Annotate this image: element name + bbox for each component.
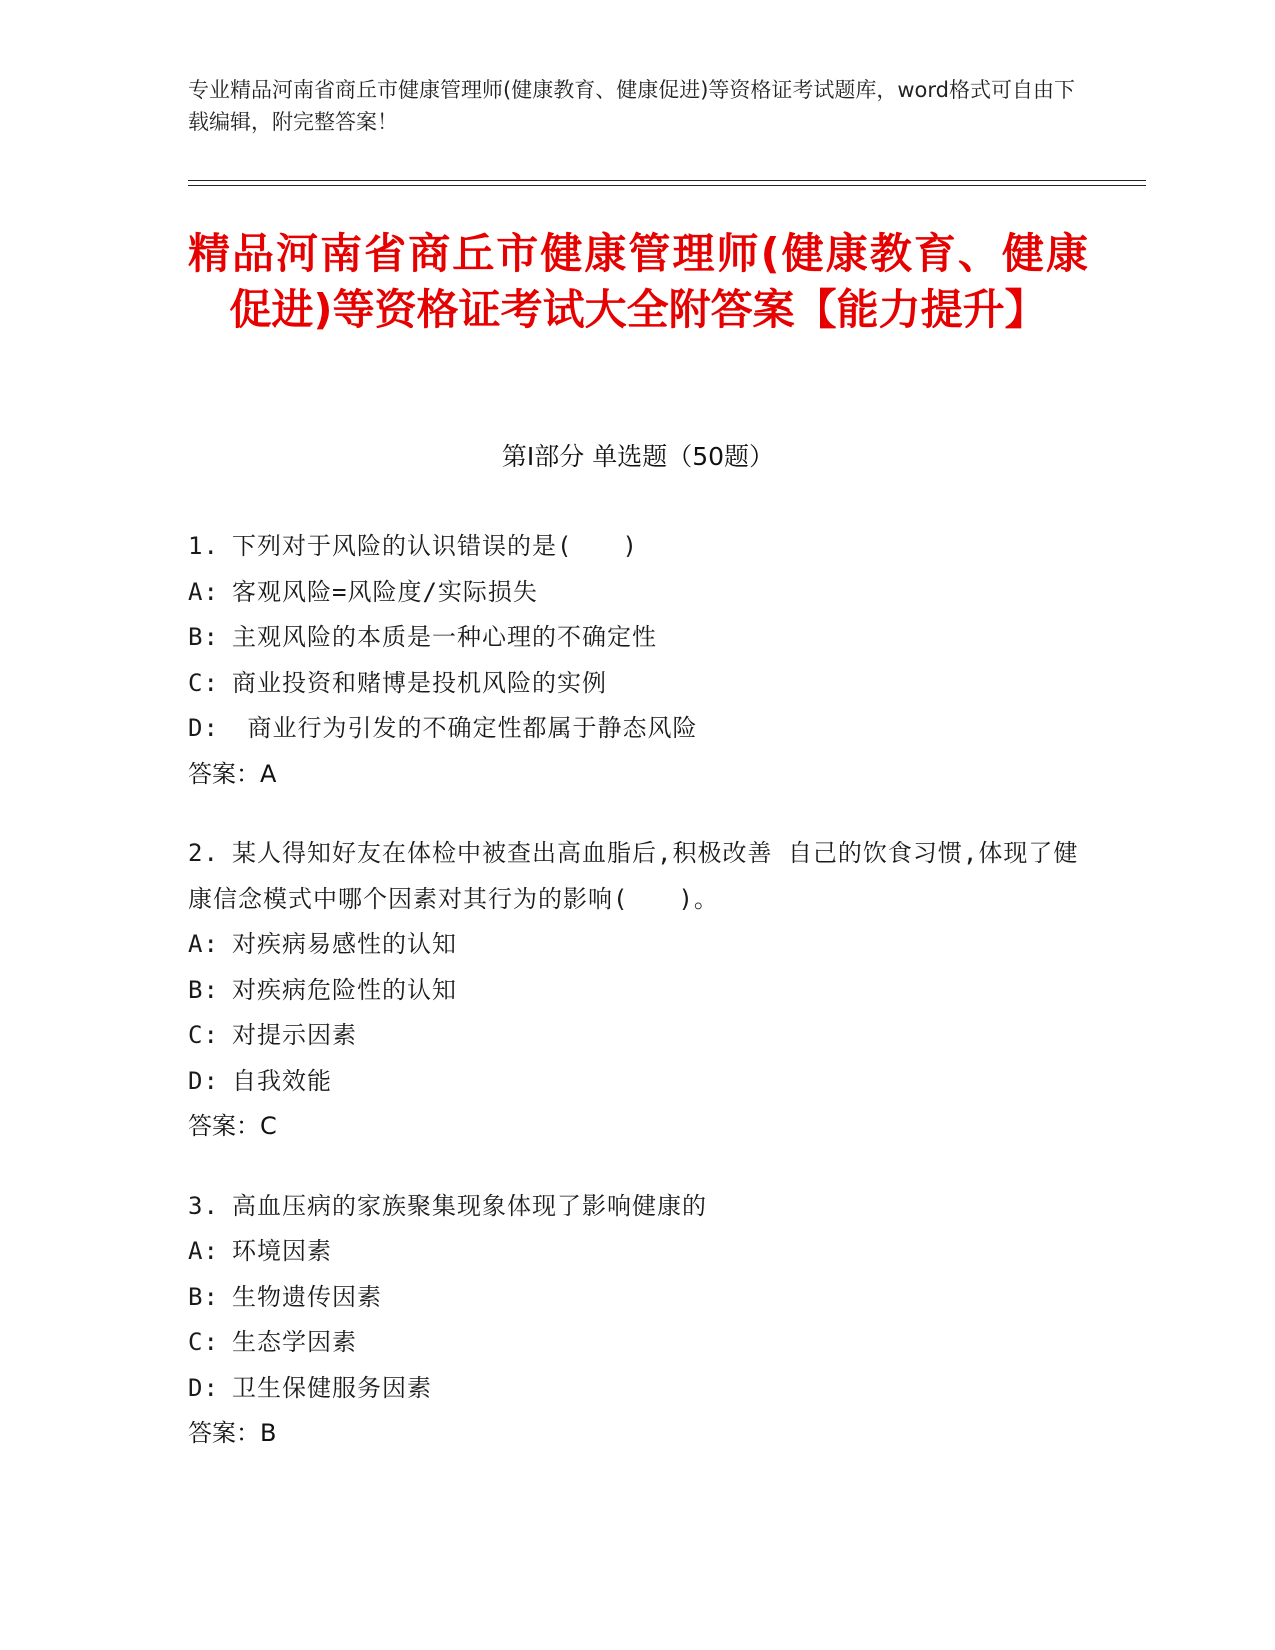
option-text: 环境因素	[232, 1237, 332, 1265]
question-number: 2.	[188, 839, 219, 867]
answer-value: A	[260, 759, 277, 788]
question-text: 高血压病的家族聚集现象体现了影响健康的	[232, 1191, 707, 1220]
question-stem	[188, 831, 1088, 922]
option-letter: C:	[188, 668, 219, 697]
option-text: 对疾病易感性的认知	[232, 930, 457, 958]
question-1	[188, 524, 1088, 797]
question-list	[188, 524, 1088, 1491]
option-letter: A:	[188, 577, 219, 606]
option-c	[188, 1320, 1088, 1366]
option-text: 客观风险=风险度/实际损失	[232, 577, 538, 606]
option-letter: D:	[188, 1373, 219, 1402]
option-a	[188, 922, 1088, 968]
option-text: 商业投资和赌博是投机风险的实例	[232, 668, 607, 697]
header-divider-bottom	[188, 185, 1146, 186]
answer-label: 答案：	[188, 1112, 260, 1140]
option-text: 对疾病危险性的认知	[232, 975, 457, 1004]
option-letter: A:	[188, 1237, 219, 1265]
answer-label: 答案：	[188, 759, 260, 788]
header-divider-top	[188, 180, 1146, 181]
answer-value: B	[260, 1419, 277, 1447]
section-heading: 第Ⅰ部分 单选题（50题）	[501, 442, 775, 471]
option-c	[188, 1013, 1088, 1059]
option-letter: C:	[188, 1328, 219, 1356]
option-letter: C:	[188, 1021, 219, 1049]
option-text: 对提示因素	[232, 1021, 357, 1049]
option-text: 卫生保健服务因素	[232, 1373, 432, 1402]
answer-line	[188, 752, 1088, 798]
question-3	[188, 1184, 1088, 1457]
option-text: 商业行为引发的不确定性都属于静态风险	[232, 714, 698, 742]
option-text: 主观风险的本质是一种心理的不确定性	[232, 623, 657, 651]
question-text: 某人得知好友在体检中被查出高血脂后,积极改善 自己的饮食习惯,体现了健康信念模式中哪个因素对其行为的影响( )。	[188, 839, 1079, 913]
option-letter: B:	[188, 623, 219, 651]
option-a	[188, 1229, 1088, 1275]
answer-label: 答案：	[188, 1419, 260, 1447]
option-letter: B:	[188, 975, 219, 1004]
question-text: 下列对于风险的认识错误的是( )	[232, 532, 638, 560]
document-title: 精品河南省商丘市健康管理师(健康教育、健康促进)等资格证考试大全附答案【能力提升】	[188, 229, 1088, 334]
option-d	[188, 1366, 1088, 1412]
option-letter: D:	[188, 1066, 219, 1095]
option-c	[188, 661, 1088, 707]
header-note: 专业精品河南省商丘市健康管理师(健康教育、健康促进)等资格证考试题库，word格式可自由下载编辑，附完整答案！	[188, 78, 1076, 134]
answer-line	[188, 1104, 1088, 1150]
option-text: 生态学因素	[232, 1328, 357, 1356]
option-text: 自我效能	[232, 1066, 332, 1095]
option-text: 生物遗传因素	[232, 1282, 382, 1311]
question-stem	[188, 1184, 1088, 1230]
answer-line	[188, 1411, 1088, 1457]
option-b	[188, 1275, 1088, 1321]
option-b	[188, 615, 1088, 661]
question-number: 1.	[188, 532, 219, 560]
option-d	[188, 706, 1088, 752]
question-2	[188, 831, 1088, 1150]
option-a	[188, 570, 1088, 616]
question-stem	[188, 524, 1088, 570]
option-letter: B:	[188, 1282, 219, 1311]
question-number: 3.	[188, 1191, 219, 1220]
answer-value: C	[260, 1112, 277, 1140]
option-letter: A:	[188, 930, 219, 958]
option-d	[188, 1059, 1088, 1105]
option-b	[188, 968, 1088, 1014]
option-letter: D:	[188, 714, 219, 742]
